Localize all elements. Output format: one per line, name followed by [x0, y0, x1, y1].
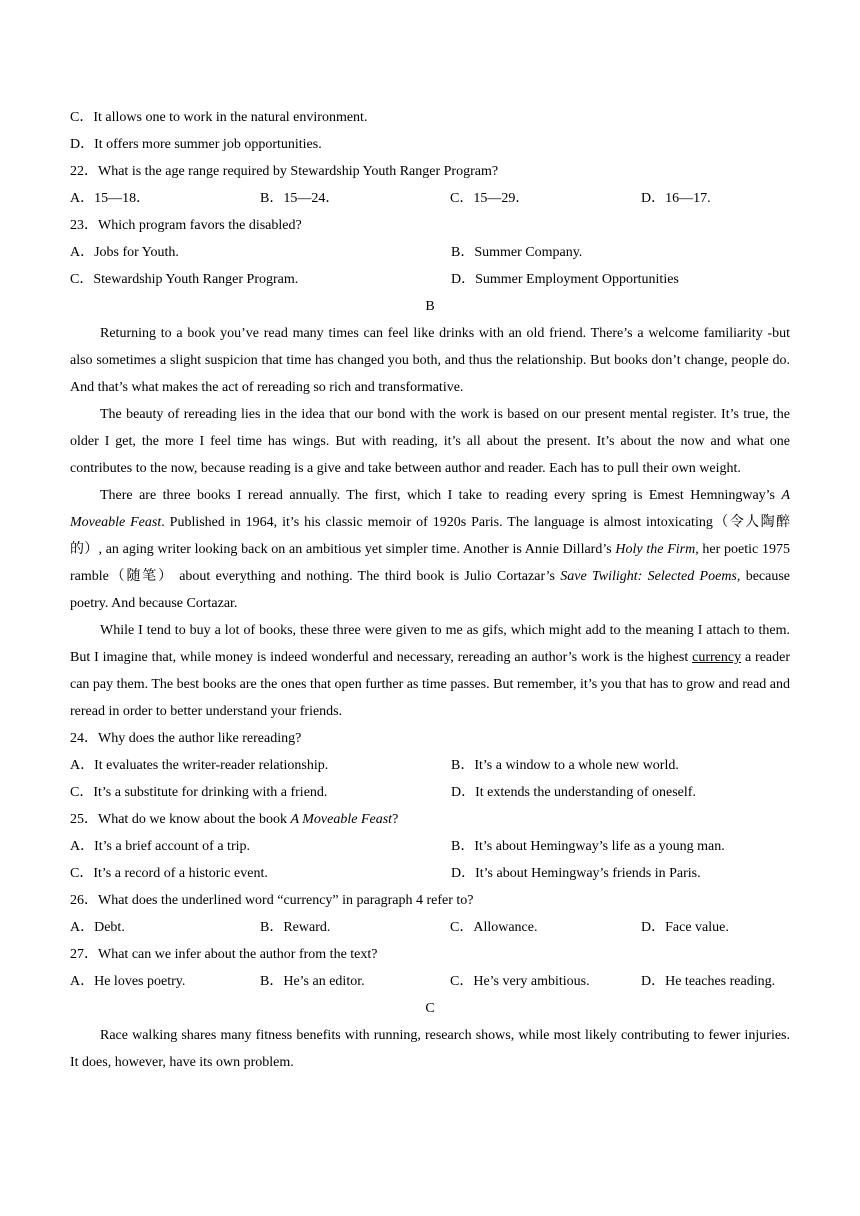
book-title: A Moveable Feast [290, 812, 393, 827]
option-d: D．He teaches reading. [641, 974, 776, 989]
question-27-options [70, 968, 790, 995]
option-c: C．He’s very ambitious. [450, 974, 590, 989]
option-b: B．He’s an editor. [260, 974, 365, 989]
option-d-top: D．It offers more summer job opportunities. [70, 137, 322, 152]
option-c: C．Stewardship Youth Ranger Program. [70, 272, 299, 287]
section-c-heading: C [425, 1001, 435, 1016]
option-b: B．15—24． [260, 191, 340, 206]
option-a: A．It’s a brief account of a trip. [70, 839, 250, 854]
question-24-options-row2 [70, 779, 790, 806]
paragraph-text: , her poetic 1975 ramble（随笔） about everything and nothing. The third book is Julio Cortazar’s [70, 542, 790, 584]
question-27: 27．What can we infer about the author from the text? [70, 947, 378, 962]
section-b-paragraph-3 [70, 482, 790, 617]
underlined-word-currency: currency [692, 650, 742, 665]
option-a: A．He loves poetry. [70, 974, 186, 989]
option-a: A．Debt. [70, 920, 125, 935]
option-c: C．It’s a substitute for drinking with a friend. [70, 785, 328, 800]
paragraph-text: a reader can pay them. The best books are the ones that open further as time passes. But remember, it’s you that has to grow and read and reread in order to better understand your friends. [70, 650, 790, 719]
question-mark: ? [392, 812, 399, 827]
option-b: B．Reward. [260, 920, 331, 935]
option-a: A．It evaluates the writer-reader relationship. [70, 758, 329, 773]
question-23: 23．Which program favors the disabled? [70, 218, 302, 233]
option-d: D．It’s about Hemingway’s friends in Paris. [451, 866, 701, 881]
option-a: A．Jobs for Youth. [70, 245, 179, 260]
question-23-options-row1 [70, 239, 790, 266]
exam-page [70, 104, 790, 1076]
option-c: C．It’s a record of a historic event. [70, 866, 268, 881]
option-c: C．15—29． [450, 191, 530, 206]
option-b: B．It’s a window to a whole new world. [451, 758, 679, 773]
option-d: D．Face value. [641, 920, 729, 935]
question-text: 25．What do we know about the book [70, 812, 291, 827]
question-26: 26．What does the underlined word “currency” in paragraph 4 refer to? [70, 893, 474, 908]
option-a: A．15—18． [70, 191, 151, 206]
option-d: D．16—17. [641, 191, 711, 206]
question-25-options-row1 [70, 833, 790, 860]
book-title-moveable-feast: A Moveable Feast [70, 488, 790, 530]
question-25-options-row2 [70, 860, 790, 887]
option-c: C．Allowance. [450, 920, 538, 935]
question-26-options [70, 914, 790, 941]
question-22-options [70, 185, 790, 212]
paragraph-text: While I tend to buy a lot of books, these three were given to me as gifs, which might add to the meaning I attach to them. But I imagine that, while money is indeed wonderful and necessary, rereading an author’s work is the highest [70, 623, 790, 665]
section-b-heading: B [425, 299, 435, 314]
paragraph-text: because poetry. And because Cortazar. [70, 569, 790, 611]
question-22: 22．What is the age range required by Stewardship Youth Ranger Program? [70, 164, 499, 179]
option-b: B．Summer Company. [451, 245, 583, 260]
option-d: D．It extends the understanding of oneself. [451, 785, 696, 800]
section-b-paragraph-2: The beauty of rereading lies in the idea that our bond with the work is based on our present mental register. It’s true, the older I get, the more I feel time has wings. But with reading, it’s all about the present. It’s about the now and what one contributes to the now, because reading is a give and take between author and reader. Each has to pull their own weight. [70, 407, 790, 476]
option-c-top: C．It allows one to work in the natural environment. [70, 110, 368, 125]
book-title-holy-the-firm: Holy the Firm [615, 542, 696, 557]
section-b-paragraph-1: Returning to a book you’ve read many times can feel like drinks with an old friend. There’s a welcome familiarity -but also sometimes a slight suspicion that time has changed you both, and thus the relationship. But books don’t change, people do. And that’s what makes the act of rereading so rich and transformative. [70, 326, 790, 395]
section-b-paragraph-4 [70, 617, 790, 725]
question-24-options-row1 [70, 752, 790, 779]
question-25 [70, 806, 790, 833]
question-24: 24．Why does the author like rereading? [70, 731, 302, 746]
option-d: D．Summer Employment Opportunities [451, 272, 679, 287]
option-b: B．It’s about Hemingway’s life as a young man. [451, 839, 725, 854]
section-c-paragraph-1: Race walking shares many fitness benefits with running, research shows, while most likely contributing to fewer injuries. It does, however, have its own problem. [70, 1028, 790, 1070]
paragraph-text: . Published in 1964, it’s his classic memoir of 1920s Paris. The language is almost intoxicating（令人陶醉的）, an aging writer looking back on an ambitious yet simpler time. Another is Annie Dillard’s [70, 515, 790, 557]
question-23-options-row2 [70, 266, 790, 293]
paragraph-text: There are three books I reread annually. The first, which I take to reading every spring is Emest Hemningway’s [100, 488, 782, 503]
book-title-save-twilight: Save Twilight: Selected Poems, [560, 569, 741, 584]
